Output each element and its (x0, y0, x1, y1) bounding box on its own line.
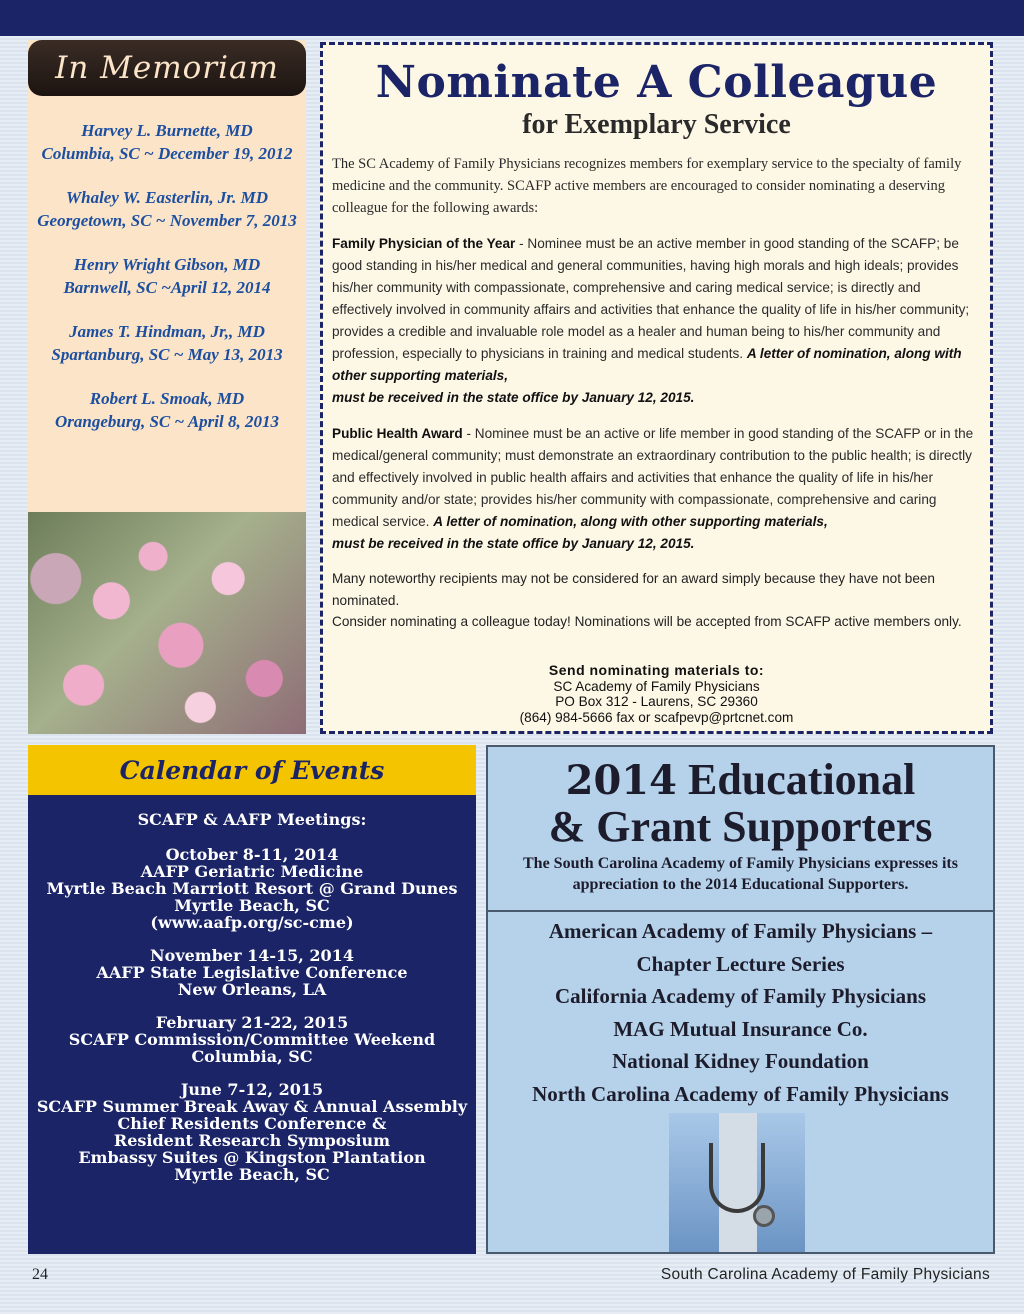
memoriam-entry (28, 388, 306, 433)
memoriam-detail: Columbia, SC ~ December 19, 2012 (41, 143, 293, 163)
event-link: (www.aafp.org/sc-cme) (150, 913, 354, 932)
stethoscope-icon (709, 1143, 765, 1213)
in-memoriam-panel (28, 40, 306, 512)
nomination-note-line: Consider nominating a colleague today! Nominations will be accepted from SCAFP active members only. (332, 614, 962, 629)
event-line: Embassy Suites @ Kingston Plantation (78, 1148, 426, 1167)
supporter-item: MAG Mutual Insurance Co. (613, 1016, 868, 1041)
award-description: - Nominee must be an active or life member in good standing of the SCAFP or in the medical/general community; must demonstrate an extraordinary contribution to the public health; is directly and effectively involved in public health affairs and activities that enhance the quality of life in his/her community and/or state; provides his/her community with compassionate, comprehensive and caring medical service. (332, 426, 974, 529)
nomination-note (332, 568, 977, 633)
memoriam-detail: Barnwell, SC ~April 12, 2014 (63, 277, 271, 297)
event-date: June 7-12, 2015 (180, 1080, 324, 1099)
blossom-photo (28, 512, 306, 734)
nomination-note-line: Many noteworthy recipients may not be considered for an award simply because they have not been nominated. (332, 571, 935, 608)
award-family-physician (332, 233, 980, 409)
award-deadline-note: A letter of nomination, along with other supporting materials, (332, 346, 962, 383)
event-line: New Orleans, LA (177, 980, 327, 999)
memoriam-entry (28, 254, 306, 299)
supporters-divider (488, 910, 993, 912)
award-description: - Nominee must be an active member in good standing of the SCAFP; be good standing in his/her medical and general communities, having high morals and high ideals; provides his/her community with compassionate, comprehensive and caring medical service; is directly and effectively involved in community affairs and activities that enhance the quality of life in his/her community; provides a credible and invaluable role model as a healer and human being to his/her community and profession, especially to physicians in training and medical students. (332, 236, 970, 361)
event-date: February 21-22, 2015 (155, 1013, 349, 1032)
send-address-line: SC Academy of Family Physicians (553, 678, 760, 694)
award-deadline: must be received in the state office by January 12, 2015. (332, 390, 695, 405)
award-deadline: must be received in the state office by January 12, 2015. (332, 536, 695, 551)
event-line: AAFP Geriatric Medicine (140, 862, 364, 881)
event-line: Resident Research Symposium (113, 1131, 391, 1150)
calendar-event (28, 846, 476, 931)
event-line: Myrtle Beach, SC (174, 1165, 330, 1184)
send-heading: Send nominating materials to: (548, 662, 765, 678)
memoriam-entry (28, 120, 306, 165)
supporters-title-text: Educational (676, 755, 916, 804)
supporter-item: American Academy of Family Physicians – (548, 919, 933, 943)
in-memoriam-title: In Memoriam (55, 50, 279, 86)
send-contact-line: (864) 984-5666 fax or scafpevp@prtcnet.com (519, 709, 794, 725)
nominate-subtitle: for Exemplary Service (522, 109, 791, 140)
award-title: Family Physician of the Year (332, 236, 516, 251)
supporters-title (488, 757, 993, 850)
send-address-line: PO Box 312 - Laurens, SC 29360 (555, 694, 758, 709)
calendar-event (28, 1014, 476, 1065)
award-public-health (332, 423, 980, 555)
memoriam-name: Henry Wright Gibson, MD (73, 255, 261, 274)
award-deadline-note: A letter of nomination, along with other supporting materials, (433, 514, 828, 529)
nominate-colleague-panel (320, 42, 993, 734)
calendar-title: Calendar of Events (119, 755, 385, 785)
supporter-item: California Academy of Family Physicians (555, 984, 926, 1008)
in-memoriam-header (28, 40, 306, 96)
event-line: SCAFP Summer Break Away & Annual Assembly (36, 1097, 468, 1116)
top-banner-bar (0, 0, 1024, 36)
event-line: Myrtle Beach, SC (174, 896, 330, 915)
memoriam-name: Whaley W. Easterlin, Jr. MD (66, 188, 268, 207)
memoriam-name: Harvey L. Burnette, MD (81, 121, 253, 140)
doctor-stethoscope-photo (669, 1113, 805, 1252)
calendar-event (28, 1081, 476, 1183)
calendar-header (28, 745, 476, 795)
memoriam-detail: Orangeburg, SC ~ April 8, 2013 (55, 411, 279, 431)
memoriam-entry (28, 187, 306, 232)
calendar-heading: SCAFP & AAFP Meetings: (137, 810, 367, 829)
event-line: Columbia, SC (191, 1047, 313, 1066)
supporters-panel (486, 745, 995, 1254)
calendar-body (28, 811, 476, 1199)
footer-publication-title: South Carolina Academy of Family Physicians (660, 1266, 990, 1283)
memoriam-name: Robert L. Smoak, MD (89, 389, 245, 408)
event-date: October 8-11, 2014 (165, 845, 339, 864)
memoriam-entry (28, 321, 306, 366)
memoriam-detail: Spartanburg, SC ~ May 13, 2013 (51, 344, 283, 364)
supporter-item: North Carolina Academy of Family Physicians (532, 1081, 949, 1106)
nominate-intro: The SC Academy of Family Physicians recognizes members for exemplary service to the specialty of family medicine and the community. SCAFP active members are encouraged to consider nominating a deserving colleague for the following awards: (332, 156, 962, 216)
page-number: 24 (32, 1266, 48, 1283)
calendar-panel (28, 745, 476, 1254)
event-line: AAFP State Legislative Conference (96, 963, 408, 982)
memoriam-name: James T. Hindman, Jr,, MD (69, 322, 265, 341)
supporters-year: 2014 (565, 757, 677, 804)
event-line: SCAFP Commission/Committee Weekend (68, 1030, 436, 1049)
supporter-item: National Kidney Foundation (612, 1049, 869, 1073)
nominate-title: Nominate A Colleague (375, 57, 938, 108)
supporters-description: The South Carolina Academy of Family Physicians expresses its appreciation to the 2014 Educational Supporters. (523, 855, 958, 893)
stethoscope-chestpiece-icon (753, 1205, 775, 1227)
supporters-title-line2: & Grant Supporters (548, 802, 933, 851)
supporter-item: Chapter Lecture Series (636, 951, 845, 976)
send-materials-block (323, 663, 990, 725)
memoriam-list (28, 120, 306, 455)
memoriam-detail: Georgetown, SC ~ November 7, 2013 (37, 210, 297, 230)
calendar-event (28, 947, 476, 998)
event-date: November 14-15, 2014 (150, 946, 354, 965)
event-line: Myrtle Beach Marriott Resort @ Grand Dunes (46, 879, 458, 898)
supporters-list (488, 915, 993, 1110)
event-line: Chief Residents Conference & (117, 1114, 387, 1133)
award-title: Public Health Award (332, 426, 463, 441)
